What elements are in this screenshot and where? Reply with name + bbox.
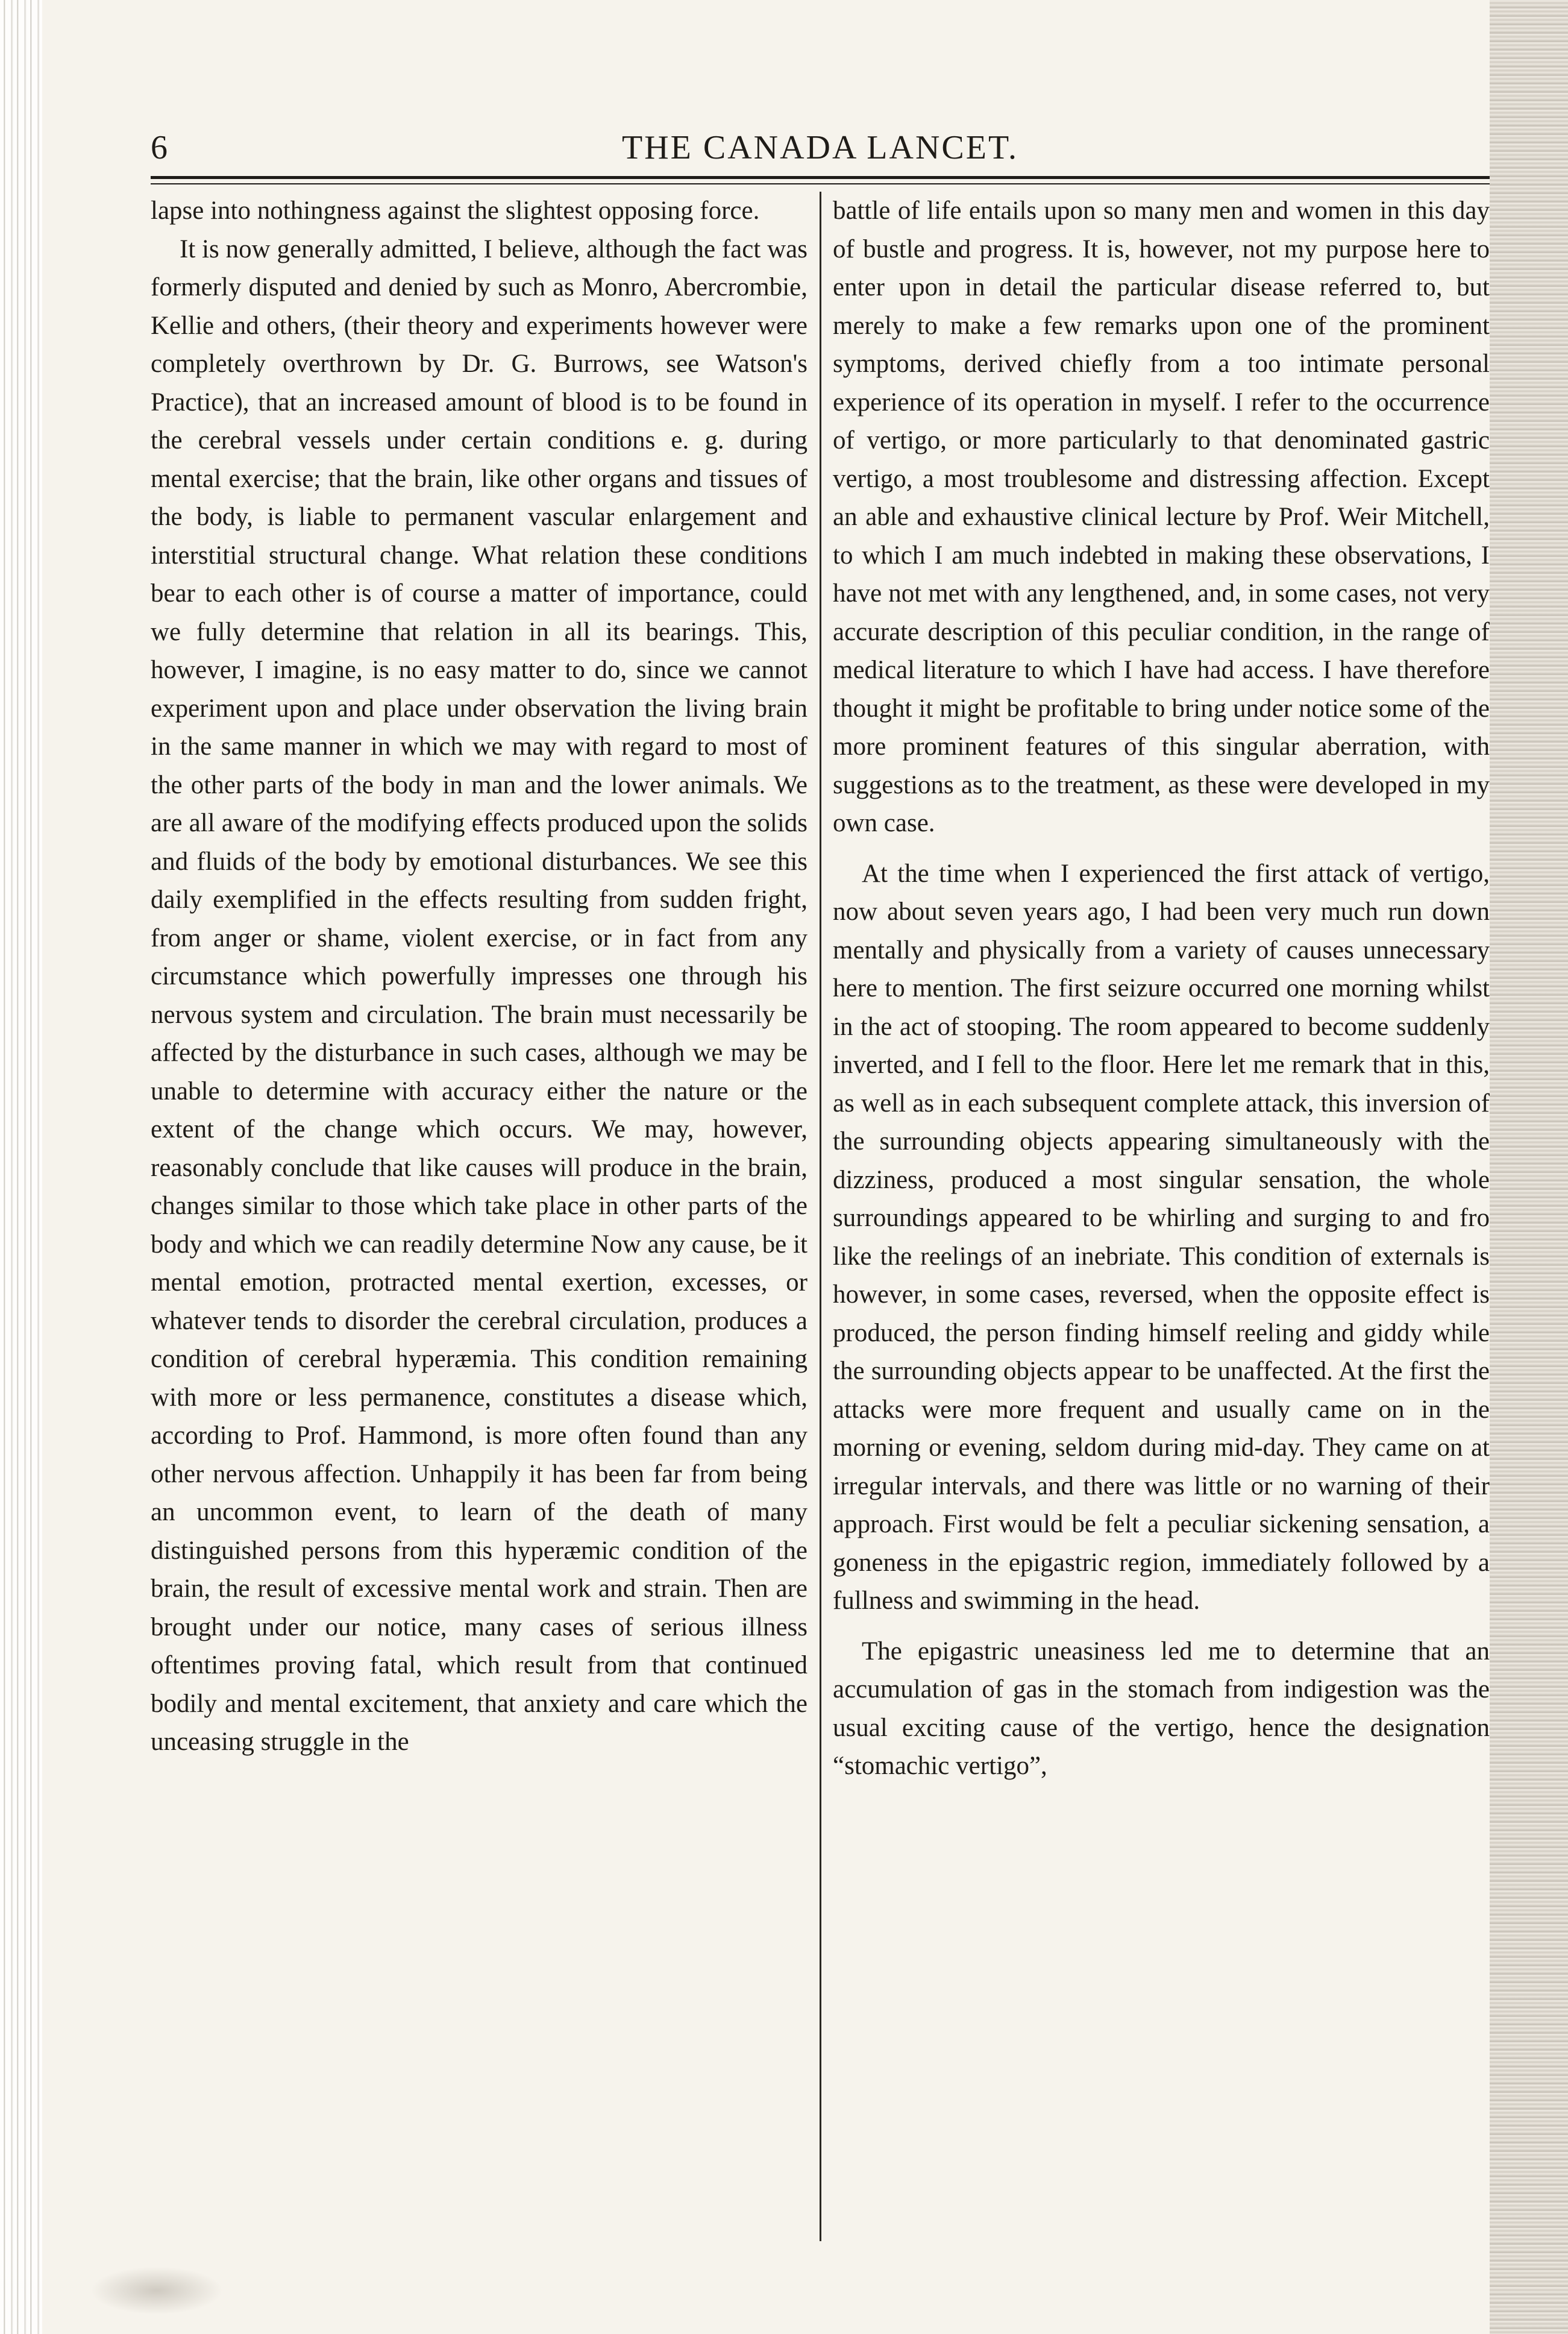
scan-left-edge [0,0,42,2334]
page [90,0,1490,2334]
scan-smudge [90,2266,223,2315]
header-rule-thin [151,183,1490,184]
header-rule [151,176,1490,179]
scan-right-edge [1490,0,1568,2334]
column-divider [820,192,821,2241]
left-column [151,192,808,1761]
right-paragraph-1: battle of life entails upon so many men and women in this day of bustle and progress. It is, however, not my purpose here to enter upon in detail the particular disease referred to, but merely to make a few remarks upon one of the prominent symptoms, derived chiefly from a too intimate personal experience of its operation in myself. I refer to the occurrence of vertigo, or more particularly to that denominated gastric vertigo, a most troublesome and distressing affection. Except an able and exhaustive clinical lecture by Prof. Weir Mitchell, to which I am much indebted in making these observations, I have not met with any lengthened, and, in some cases, not very accurate description of this peculiar condition, in the range of medical literature to which I have had access. I have therefore thought it might be profitable to bring under notice some of the more prominent features of this singular aberration, with suggestions as to the treatment, as these were developed in my own case. [833,197,1490,837]
right-column [833,192,1490,1785]
right-paragraph-2: At the time when I experienced the first attack of vertigo, now about seven years ago, I had been very much run down mentally and physically from a variety of causes unnecessary here to mention. The first seizure occurred one morning whilst in the act of stooping. The room appeared to become suddenly inverted, and I fell to the floor. Here let me remark that in this, as well as in each subsequent complete attack, this inversion of the surrounding objects appearing simultaneously with the dizziness, produced a most singular sensation, the whole surroundings appeared to be whirling and surging to and fro like the reelings of an inebriate. This condition of externals is however, in some cases, reversed, when the opposite effect is produced, the person finding himself reeling and giddy while the surrounding objects appear to be unaffected. At the first the attacks were more frequent and usually came on in the morning or evening, seldom during mid-day. They came on at irregular intervals, and there was little or no warning of their approach. First would be felt a peculiar sickening sensation, a goneness in the epigastric region, immediately followed by a fullness and swimming in the head. [833,859,1490,1615]
left-paragraph-1: lapse into nothingness against the slightest opposing force. [151,197,760,225]
right-paragraph-3: The epigastric uneasiness led me to determine that an accumulation of gas in the stomach from indigestion was the usual exciting cause of the vertigo, hence the designation “stomachic vertigo”, [833,1637,1490,1780]
page-number: 6 [151,129,168,166]
journal-title: THE CANADA LANCET. [621,129,1019,166]
left-paragraph-2: It is now generally admitted, I believe, although the fact was formerly disputed and denied by such as Monro, Abercrombie, Kellie and others, (their theory and experiments however were completely overthrown by Dr. G. Burrows, see Watson's Practice), that an increased amount of blood is to be found in the cerebral vessels under certain conditions e. g. during mental exercise; that the brain, like other organs and tissues of the body, is liable to permanent vascular enlargement and interstitial structural change. What relation these conditions bear to each other is of course a matter of importance, could we fully determine that relation in all its bearings. This, however, I imagine, is no easy matter to do, since we cannot experiment upon and place under observation the living brain in the same manner in which we may with regard to most of the other parts of the body in man and the lower animals. We are all aware of the modifying effects produced upon the solids and fluids of the body by emotional disturbances. We see this daily exemplified in the effects resulting from sudden fright, from anger or shame, violent exercise, or in fact from any circumstance which powerfully impresses one through his nervous system and circulation. The brain must necessarily be affected by the disturbance in such cases, although we may be unable to determine with accuracy either the nature or the extent of the change which occurs. We may, however, reasonably conclude that like causes will produce in the brain, changes similar to those which take place in other parts of the body and which we can readily determine Now any cause, be it mental emotion, protracted mental exertion, excesses, or whatever tends to disorder the cerebral circulation, produces a condition of cerebral hyperæmia. This condition remaining with more or less permanence, constitutes a disease which, according to Prof. Hammond, is more often found than any other nervous affection. Unhappily it has been far from being an uncommon event, to learn of the death of many distinguished persons from this hyperæmic condition of the brain, the result of excessive mental work and strain. Then are brought under our notice, many cases of serious illness oftentimes proving fatal, which result from that continued bodily and mental excitement, that anxiety and care which the unceasing struggle in the [151,234,808,1756]
running-header [151,121,1490,175]
